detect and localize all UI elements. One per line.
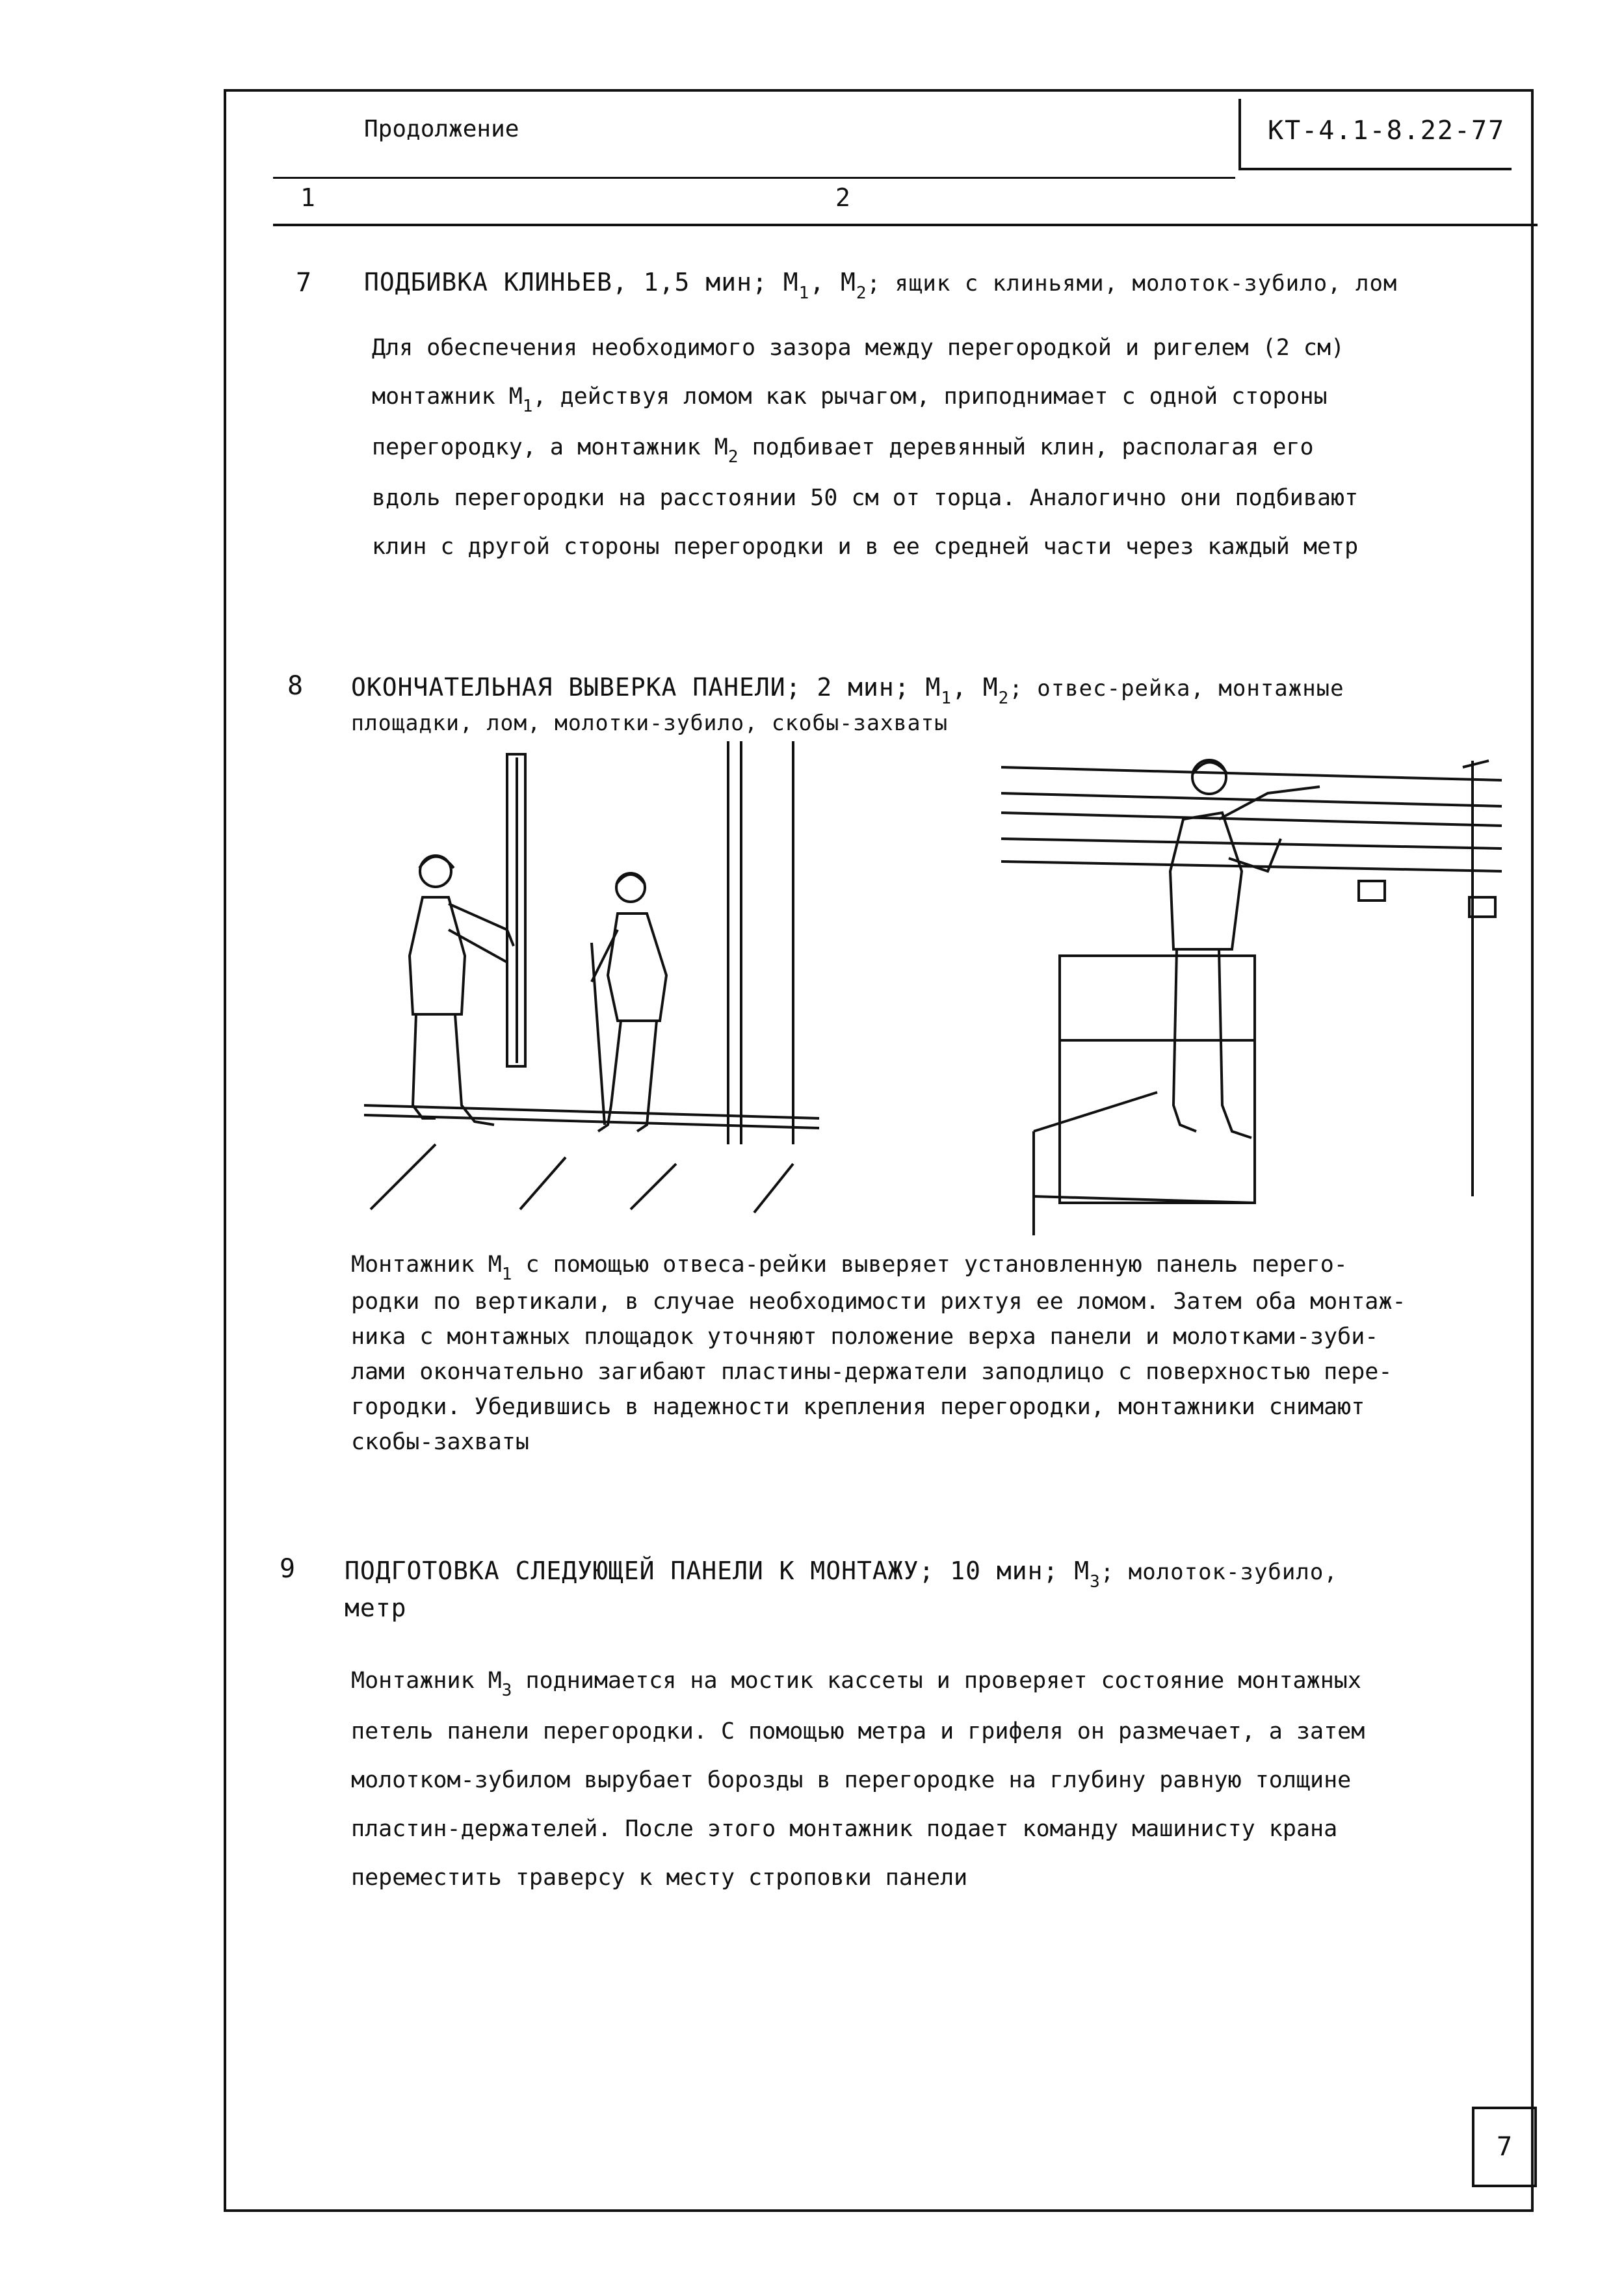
step-7-description: Для обеспечения необходимого зазора между перегородкой и ригелем (2 см) монтажник $М_1$, действуя ломом как рычагом, приподнимает с одной стороны перегородку, а монтажник $М_2$ подбивает деревянный клин, располагая его вдоль перегородки на расстоянии 50 см от торца. Аналогично они подбивают клин с другой стороны перегородки и в ее средней части через каждый метр [372,335,1359,560]
step-9-title: ПОДГОТОВКА СЛЕДУЮЩЕЙ ПАНЕЛИ К МОНТАЖУ; 10 мин; $М_3$; молоток-зубило, метр [345,1557,1338,1622]
doc-code: КТ-4.1-8.22-77 [1268,116,1506,146]
column-number-2: 2 [835,183,850,212]
column-number-1: 1 [300,183,315,212]
step-8-number: 8 [287,671,304,701]
step-8-description: Монтажник $М_1$ с помощью отвеса-рейки выверяет установленную панель перего- родки по вертикали, в случае необходимости рихтуя ее ломом. Затем оба монтаж- ника с монтажных площадок уточняют положение верха панели и молотками-зуби- лами окончательно загибают пластины-держатели заподлицо с поверхностью пере- городки. Убедившись в надежности крепления перегородки, монтажники снимают скобы-захваты [351,1252,1406,1455]
illustration-platform-worker [995,741,1534,1235]
page-number: 7 [1472,2107,1537,2187]
continuation-label: Продолжение [364,116,519,142]
step-7-number: 7 [296,268,312,298]
illustration-panel-alignment [351,741,884,1235]
step-9-description: Монтажник $М_3$ поднимается на мостик кассеты и проверяет состояние монтажных петель панели перегородки. С помощью метра и грифеля он размечает, а затем молотком-зубилом вырубает борозды в перегородке на глубину равную толщине пластин-держателей. После этого монтажник подает команду машинисту крана переместить траверсу к месту строповки панели [351,1668,1365,1891]
header-divider [273,177,1235,179]
step-7-title: ПОДБИВКА КЛИНЬЕВ, 1,5 мин; $М_1$, $М_2$; ящик с клиньями, молоток-зубило, лом [364,268,1398,303]
step-9-number: 9 [280,1554,296,1584]
step-8-title: ОКОНЧАТЕЛЬНАЯ ВЫВЕРКА ПАНЕЛИ; 2 мин; $М_1$, $М_2$; отвес-рейка, монтажные площадки, лом, молотки-зубило, скобы-захваты [351,673,1344,735]
table-header-line [273,224,1538,226]
